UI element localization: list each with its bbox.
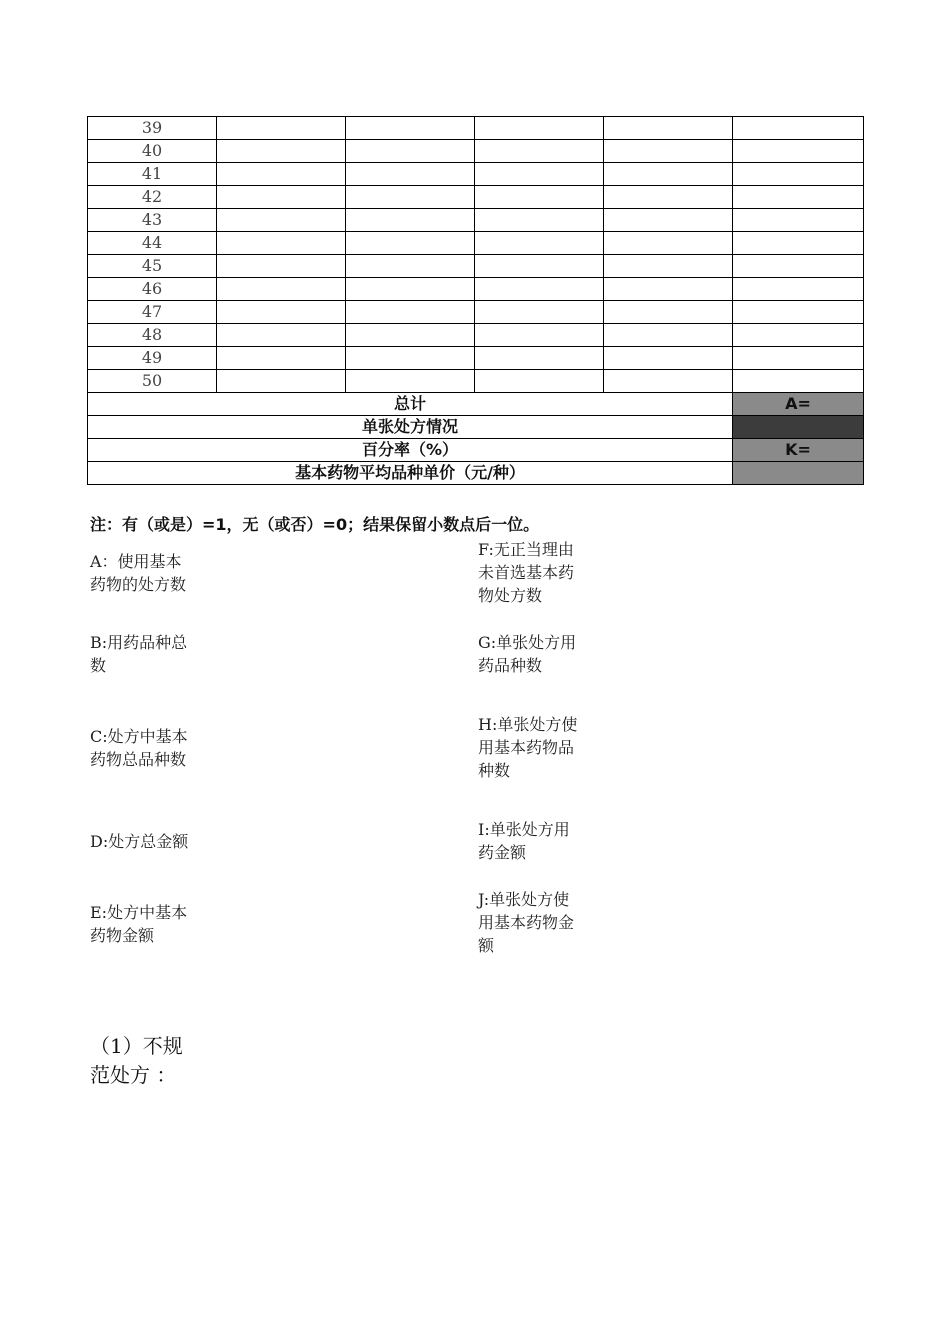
table-cell[interactable] — [217, 186, 346, 209]
table-cell[interactable] — [217, 324, 346, 347]
table-cell[interactable] — [475, 140, 604, 163]
table-cell[interactable] — [733, 324, 864, 347]
table-cell[interactable] — [733, 278, 864, 301]
table-cell[interactable] — [733, 347, 864, 370]
legend-b: B:用药品种总 数 — [90, 633, 188, 675]
table-cell[interactable] — [346, 140, 475, 163]
table-cell[interactable] — [475, 278, 604, 301]
single-prescription-label: 单张处方情况 — [88, 416, 733, 439]
table-cell[interactable] — [346, 370, 475, 393]
average-price-label: 基本药物平均品种单价（元/种） — [88, 462, 733, 485]
table-cell[interactable] — [604, 324, 733, 347]
average-price-value — [733, 462, 864, 485]
table-cell[interactable] — [604, 370, 733, 393]
legend-c: C:处方中基本 药物总品种数 — [90, 727, 188, 769]
table-cell[interactable] — [475, 347, 604, 370]
table-row — [88, 324, 864, 347]
legend-i: I:单张处方用 药金额 — [478, 820, 570, 862]
row-number: 50 — [88, 370, 217, 393]
table-cell[interactable] — [604, 163, 733, 186]
table-cell[interactable] — [346, 324, 475, 347]
table-cell[interactable] — [604, 255, 733, 278]
single-prescription-value — [733, 416, 864, 439]
table-cell[interactable] — [475, 163, 604, 186]
row-number: 44 — [88, 232, 217, 255]
section-heading: （1）不规 范处方 ： — [90, 1034, 183, 1087]
row-number: 47 — [88, 301, 217, 324]
table-cell[interactable] — [346, 301, 475, 324]
row-number: 49 — [88, 347, 217, 370]
table-row — [88, 140, 864, 163]
table-cell[interactable] — [604, 301, 733, 324]
table-cell[interactable] — [733, 370, 864, 393]
row-number: 43 — [88, 209, 217, 232]
percent-label: 百分率（%） — [88, 439, 733, 462]
table-cell[interactable] — [475, 232, 604, 255]
table-cell[interactable] — [604, 347, 733, 370]
table-cell[interactable] — [475, 324, 604, 347]
summary-row-percent — [88, 439, 864, 462]
table-cell[interactable] — [346, 186, 475, 209]
table-cell[interactable] — [604, 140, 733, 163]
table-cell[interactable] — [733, 186, 864, 209]
table-cell[interactable] — [346, 278, 475, 301]
table-cell[interactable] — [217, 347, 346, 370]
row-number: 41 — [88, 163, 217, 186]
table-cell[interactable] — [346, 232, 475, 255]
row-number: 39 — [88, 117, 217, 140]
table-cell[interactable] — [475, 117, 604, 140]
prescription-table — [87, 116, 864, 485]
table-row — [88, 232, 864, 255]
table-row — [88, 186, 864, 209]
legend-a: A：使用基本 药物的处方数 — [90, 552, 187, 594]
percent-value: K= — [733, 439, 864, 462]
table-cell[interactable] — [346, 163, 475, 186]
total-value: A= — [733, 393, 864, 416]
table-row — [88, 370, 864, 393]
table-cell[interactable] — [217, 301, 346, 324]
table-cell[interactable] — [475, 370, 604, 393]
row-number: 48 — [88, 324, 217, 347]
table-cell[interactable] — [733, 140, 864, 163]
table-row — [88, 301, 864, 324]
legend-h: H:单张处方使 用基本药物品 种数 — [478, 715, 578, 780]
legend-g: G:单张处方用 药品种数 — [478, 633, 577, 675]
table-cell[interactable] — [733, 209, 864, 232]
table-cell[interactable] — [733, 163, 864, 186]
table-row — [88, 347, 864, 370]
table-row — [88, 117, 864, 140]
table-cell[interactable] — [217, 163, 346, 186]
table-cell[interactable] — [217, 209, 346, 232]
table-cell[interactable] — [217, 117, 346, 140]
table-row — [88, 209, 864, 232]
table-cell[interactable] — [346, 209, 475, 232]
table-cell[interactable] — [217, 370, 346, 393]
legend-j: J:单张处方使 用基本药物金 额 — [478, 890, 575, 955]
row-number: 46 — [88, 278, 217, 301]
note-text: 注：有（或是）=1，无（或否）=0；结果保留小数点后一位。 — [90, 515, 540, 534]
summary-row-average — [88, 462, 864, 485]
summary-row-total — [88, 393, 864, 416]
table-row — [88, 163, 864, 186]
table-cell[interactable] — [475, 255, 604, 278]
table-cell[interactable] — [346, 117, 475, 140]
table-cell[interactable] — [604, 117, 733, 140]
row-number: 42 — [88, 186, 217, 209]
table-row — [88, 278, 864, 301]
table-cell[interactable] — [475, 209, 604, 232]
table-cell[interactable] — [604, 186, 733, 209]
table-cell[interactable] — [604, 232, 733, 255]
table-body — [88, 117, 864, 485]
table-cell[interactable] — [733, 301, 864, 324]
table-cell[interactable] — [346, 347, 475, 370]
table-cell[interactable] — [733, 255, 864, 278]
row-number: 40 — [88, 140, 217, 163]
table-cell[interactable] — [604, 278, 733, 301]
table-cell[interactable] — [604, 209, 733, 232]
table-row — [88, 255, 864, 278]
legend-e: E:处方中基本 药物金额 — [90, 903, 188, 945]
table-cell[interactable] — [217, 232, 346, 255]
table-cell[interactable] — [217, 255, 346, 278]
summary-row-single — [88, 416, 864, 439]
total-label: 总计 — [88, 393, 733, 416]
table-cell[interactable] — [475, 301, 604, 324]
table-cell[interactable] — [475, 186, 604, 209]
table-cell[interactable] — [346, 255, 475, 278]
legend-d: D:处方总金额 — [90, 832, 189, 851]
table-cell[interactable] — [217, 140, 346, 163]
legend-f: F:无正当理由 未首选基本药 物处方数 — [478, 540, 575, 605]
table-cell[interactable] — [217, 278, 346, 301]
table-cell[interactable] — [733, 117, 864, 140]
table-cell[interactable] — [733, 232, 864, 255]
row-number: 45 — [88, 255, 217, 278]
